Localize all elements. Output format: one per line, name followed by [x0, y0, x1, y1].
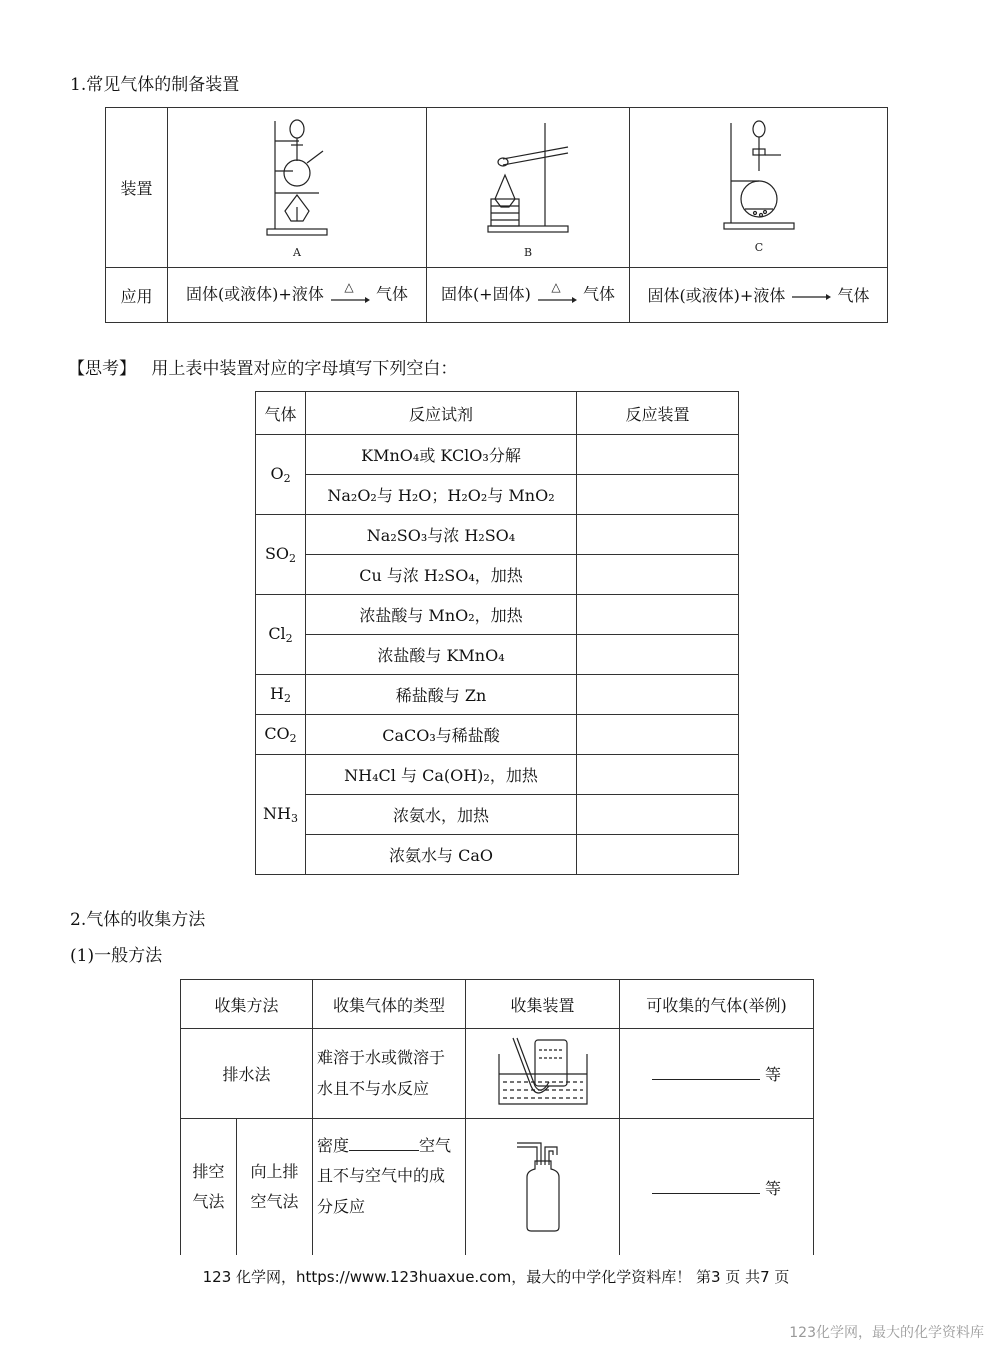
type-water: [313, 1029, 466, 1119]
reagent-table: [255, 391, 739, 875]
answer-blank[interactable]: [349, 1136, 419, 1151]
method-air: [181, 1119, 237, 1256]
watermark: 123化学网，最大的化学资料库: [789, 1325, 984, 1341]
application-b-right: 气体: [583, 284, 616, 304]
think-tag: 【思考】: [68, 359, 136, 379]
gas-so2-symbol: SO: [264, 544, 290, 563]
answer-cell[interactable]: [577, 435, 739, 475]
reagent-cl2-2: 浓盐酸与 KMnO₄: [306, 635, 577, 675]
think-text: 用上表中装置对应的字母填写下列空白：: [151, 359, 458, 379]
type-air-line2: 且不与空气中的成: [317, 1166, 446, 1186]
reagent-o2-2: Na₂O₂与 H₂O；H₂O₂与 MnO₂: [306, 475, 577, 515]
method-water: 排水法: [181, 1029, 313, 1119]
think-line: [68, 359, 457, 379]
header-apparatus: 收集装置: [466, 980, 620, 1029]
answer-cell[interactable]: [577, 675, 739, 715]
row-label-device: 装置: [106, 108, 168, 268]
reagent-co2-1: CaCO₃与稀盐酸: [306, 715, 577, 755]
gas-nh3: [256, 755, 306, 875]
arrow-icon: [790, 287, 832, 307]
examples-air-suffix: 等: [765, 1178, 782, 1198]
reagent-so2-1: Na₂SO₃与浓 H₂SO₄: [306, 515, 577, 555]
device-c-label: C: [754, 240, 763, 254]
answer-cell[interactable]: [577, 795, 739, 835]
collection-table: [180, 979, 814, 1256]
gas-o2-symbol: O: [270, 464, 284, 483]
reagent-h2-1: 稀盐酸与 Zn: [306, 675, 577, 715]
examples-water: [620, 1029, 814, 1119]
answer-cell[interactable]: [577, 475, 739, 515]
gas-h2-symbol: H: [270, 684, 284, 703]
heat-arrow-icon: [536, 280, 578, 310]
application-c-left: 固体(或液体)+液体: [647, 286, 786, 306]
answer-cell[interactable]: [577, 595, 739, 635]
header-gas: 气体: [256, 392, 306, 435]
gas-nh3-symbol: NH: [263, 804, 291, 823]
apparatus-water-cell: [466, 1029, 620, 1119]
application-c-right: 气体: [837, 286, 870, 306]
gas-co2: [256, 715, 306, 755]
gas-bottle-icon: [513, 1135, 573, 1235]
type-air-suffix: 空气: [419, 1136, 452, 1155]
answer-cell[interactable]: [577, 555, 739, 595]
gas-cl2: [256, 595, 306, 675]
device-table: [105, 107, 888, 323]
apparatus-b-icon: [473, 111, 583, 261]
apparatus-a-icon: [237, 111, 357, 261]
section2-subtitle: (1)一般方法: [70, 946, 163, 966]
method-air-upward-line2: 空气法: [250, 1192, 299, 1211]
gas-cl2-symbol: Cl: [268, 624, 286, 643]
answer-cell[interactable]: [577, 635, 739, 675]
gas-so2-sub: 2: [289, 552, 297, 565]
application-b: [427, 268, 630, 323]
method-air-line2: 气法: [192, 1192, 225, 1211]
examples-water-suffix: 等: [765, 1065, 782, 1084]
gas-o2: [256, 435, 306, 515]
gas-nh3-sub: 3: [290, 812, 298, 825]
method-air-line1: 排空: [192, 1161, 225, 1181]
type-air-line3: 分反应: [317, 1196, 366, 1216]
examples-air: [620, 1119, 814, 1256]
answer-cell[interactable]: [577, 515, 739, 555]
application-a-left: 固体(或液体)+液体: [185, 284, 324, 304]
type-water-line1: 难溶于水或微溶于: [317, 1048, 446, 1068]
reagent-nh3-2: 浓氨水，加热: [306, 795, 577, 835]
device-b-label: B: [523, 245, 533, 259]
gas-so2: [256, 515, 306, 595]
application-b-left: 固体(+固体): [440, 284, 531, 304]
method-air-upward-line1: 向上排: [250, 1161, 299, 1181]
application-a-right: 气体: [376, 284, 409, 304]
row-label-use: 应用: [106, 268, 168, 323]
heat-arrow-icon: [329, 280, 371, 310]
header-type: 收集气体的类型: [313, 980, 466, 1029]
answer-blank[interactable]: [652, 1065, 760, 1080]
reagent-nh3-3: 浓氨水与 CaO: [306, 835, 577, 875]
page-footer: 123 化学网，https://www.123huaxue.com，最大的中学化学资料库！ 第3 页 共7 页: [202, 1268, 790, 1286]
reagent-o2-1: KMnO₄或 KClO₃分解: [306, 435, 577, 475]
device-c-cell: [630, 108, 888, 268]
answer-cell[interactable]: [577, 835, 739, 875]
device-a-cell: [168, 108, 427, 268]
type-air-prefix: 密度: [317, 1136, 350, 1155]
application-c: [630, 268, 888, 323]
header-device: 反应装置: [577, 392, 739, 435]
reagent-so2-2: Cu 与浓 H₂SO₄，加热: [306, 555, 577, 595]
section2-title: 2.气体的收集方法: [70, 910, 206, 930]
method-air-upward: [237, 1119, 313, 1256]
gas-co2-sub: 2: [289, 732, 297, 745]
type-water-line2: 水且不与水反应: [317, 1078, 430, 1098]
water-displacement-icon: [493, 1034, 593, 1110]
reagent-cl2-1: 浓盐酸与 MnO₂，加热: [306, 595, 577, 635]
reagent-nh3-1: NH₄Cl 与 Ca(OH)₂，加热: [306, 755, 577, 795]
apparatus-c-icon: [709, 111, 809, 261]
heat-symbol-a: △: [344, 280, 354, 294]
gas-co2-symbol: CO: [264, 724, 290, 743]
page-cut-mask: [170, 1255, 830, 1259]
gas-o2-sub: 2: [283, 472, 291, 485]
device-a-label: A: [293, 245, 301, 259]
application-a: [168, 268, 427, 323]
type-air: [313, 1119, 466, 1256]
apparatus-air-cell: [466, 1119, 620, 1256]
header-method: 收集方法: [181, 980, 313, 1029]
answer-cell[interactable]: [577, 715, 739, 755]
gas-h2: [256, 675, 306, 715]
header-reagent: 反应试剂: [306, 392, 577, 435]
type-air-line1: [317, 1131, 465, 1161]
gas-h2-sub: 2: [283, 692, 291, 705]
answer-cell[interactable]: [577, 755, 739, 795]
section1-title: 1.常见气体的制备装置: [70, 75, 240, 95]
answer-blank[interactable]: [652, 1179, 760, 1194]
gas-cl2-sub: 2: [285, 632, 293, 645]
header-examples: 可收集的气体(举例): [620, 980, 814, 1029]
device-b-cell: [427, 108, 630, 268]
heat-symbol-b: △: [551, 280, 561, 294]
